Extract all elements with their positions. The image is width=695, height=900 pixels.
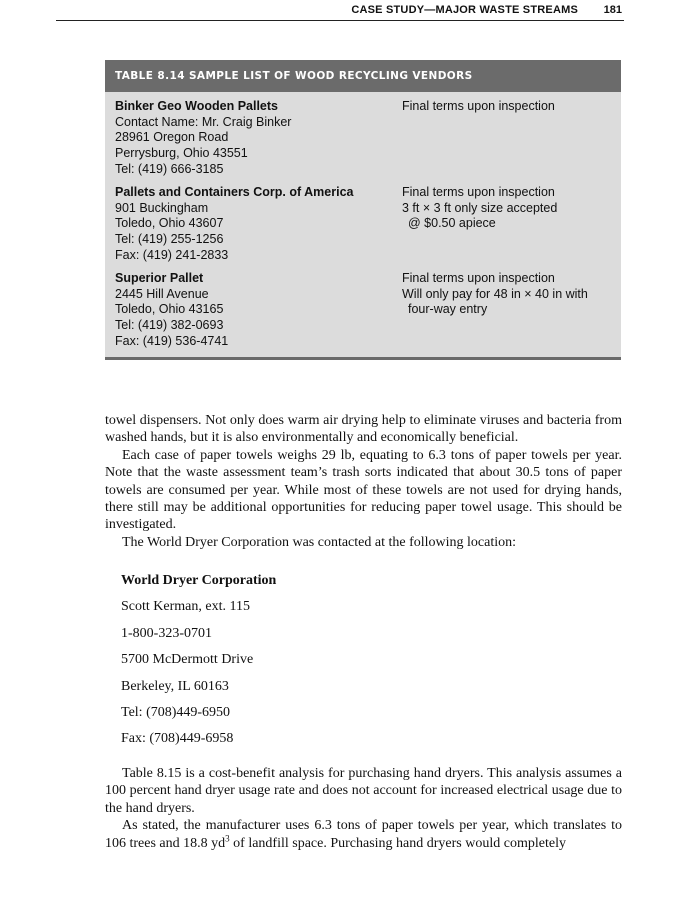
contact-phone: 1-800-323-0701: [121, 625, 212, 641]
paragraph: [105, 817, 622, 852]
superscript: 3: [225, 832, 230, 843]
vendor-detail: Perrysburg, Ohio 43551: [115, 146, 248, 161]
vendor-detail: Fax: (419) 241-2833: [115, 247, 229, 262]
vendor-terms: 3 ft × 3 ft only size accepted: [402, 200, 558, 215]
vendor-terms: Will only pay for 48 in × 40 in with: [402, 286, 588, 301]
vendor-terms: four-way entry: [408, 302, 488, 317]
paragraph-text: As stated, the manufacturer uses 6.3 tons of paper towels per year, which translates to 106 trees and 18.8 yd: [105, 818, 622, 851]
body-text-bottom: [105, 765, 622, 852]
paragraph: towel dispensers. Not only does warm air drying help to eliminate viruses and bacteria from washed hands, but it is also environmentally and economically beneficial.: [105, 413, 622, 446]
vendor-detail: 901 Buckingham: [115, 200, 209, 215]
vendor-detail: 28961 Oregon Road: [115, 130, 229, 145]
contact-address: 5700 McDermott Drive: [121, 652, 254, 668]
vendor-terms: @ $0.50 apiece: [408, 216, 496, 231]
contact-city: Berkeley, IL 60163: [121, 678, 229, 694]
running-header-title: CASE STUDY—MAJOR WASTE STREAMS: [351, 4, 578, 16]
vendor-terms: Final terms upon inspection: [402, 185, 555, 199]
contact-person: Scott Kerman, ext. 115: [121, 599, 250, 615]
vendor-detail: Contact Name: Mr. Craig Binker: [115, 114, 292, 129]
vendor-name: Binker Geo Wooden Pallets: [115, 99, 279, 113]
table-caption: TABLE 8.14 SAMPLE LIST OF WOOD RECYCLING VENDORS: [105, 60, 621, 92]
vendor-detail: Fax: (419) 536-4741: [115, 333, 229, 348]
vendor-terms: Final terms upon inspection: [402, 271, 555, 285]
contact-fax: Fax: (708)449-6958: [121, 731, 234, 747]
vendor-detail: Toledo, Ohio 43165: [115, 302, 224, 317]
paragraph-text: of landfill space. Purchasing hand dryers would completely: [229, 835, 566, 851]
contact-tel: Tel: (708)449-6950: [121, 704, 231, 720]
contact-company: World Dryer Corporation: [121, 573, 277, 588]
vendor-detail: Tel: (419) 666-3185: [115, 161, 224, 176]
vendor-detail: Tel: (419) 255-1256: [115, 232, 224, 247]
running-header: [56, 4, 624, 21]
page-number: 181: [603, 4, 622, 16]
paragraph: The World Dryer Corporation was contacted at the following location:: [122, 534, 517, 550]
vendor-detail: Tel: (419) 382-0693: [115, 318, 224, 333]
vendor-name: Pallets and Containers Corp. of America: [115, 185, 354, 199]
paragraph: Each case of paper towels weighs 29 lb, equating to 6.3 tons of paper towels per year. Note that the waste assessment team’s trash sorts indicated that about 30.5 tons of paper towels are consumed per year. While most of these towels are not used for drying hands, there still may be additional opportunities for reducing paper towel usage. This should be investigated.: [105, 447, 622, 533]
vendor-detail: Toledo, Ohio 43607: [115, 216, 224, 231]
vendor-detail: 2445 Hill Avenue: [115, 286, 209, 301]
paragraph: Table 8.15 is a cost-benefit analysis for purchasing hand dryers. This analysis assumes a 100 percent hand dryer usage rate and does not account for increased electrical usage due to the hand dryers.: [105, 766, 622, 816]
vendor-name: Superior Pallet: [115, 271, 204, 285]
body-text-top: [105, 412, 622, 551]
vendor-table: [105, 60, 621, 360]
vendor-terms: Final terms upon inspection: [402, 99, 555, 113]
contact-block: [121, 572, 276, 757]
